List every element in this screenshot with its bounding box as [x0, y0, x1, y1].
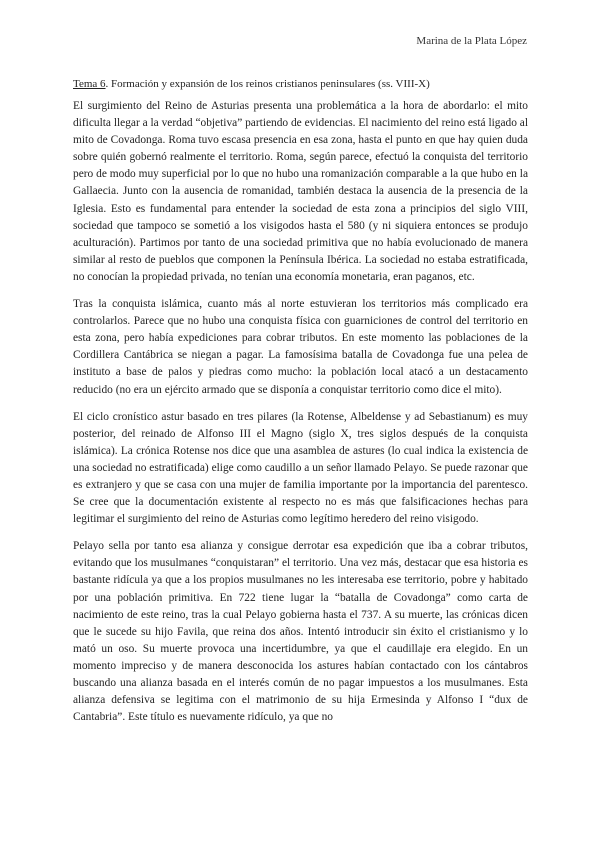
topic-label: Tema 6: [73, 78, 106, 90]
author-header: Marina de la Plata López: [416, 35, 527, 47]
section-title: [73, 78, 528, 90]
paragraph: Tras la conquista islámica, cuanto más al norte estuvieran los territorios más complicado era controlarlos. Parece que no hubo una conquista física con guarniciones de control del territorio en esta zona, pero había expediciones para cobrar tributos. En este momento las poblaciones de la Cordillera Cantábrica se niegan a pagar. La famosísima batalla de Covadonga fue una pelea de instituto a base de palos y piedras como mucho: la población local atacó a un destacamento reducido (no era un ejército armado que se disponía a conquistar territorio como dice el mito).: [73, 298, 528, 396]
paragraph: El ciclo cronístico astur basado en tres pilares (la Rotense, Albeldense y ad Sebastianum) es muy posterior, del reinado de Alfonso III el Magno (siglo X, tres siglos después de la conquista islámica). La crónica Rotense nos dice que una asamblea de astures (lo cual indica la existencia de una sociedad no estratificada) elige como caudillo a un señor llamado Pelayo. Se puede razonar que es extranjero y que se casa con una mujer de familia importante por la importancia del parentesco. Se cree que la documentación existente al respecto no es más que falsificaciones hechas para legitimar el surgimiento del reino de Asturias como legítimo heredero del reino visigodo.: [73, 410, 528, 526]
paragraph: Pelayo sella por tanto esa alianza y consigue derrotar esa expedición que iba a cobrar tributos, evitando que los musulmanes “conquistaran” el territorio. Una vez más, destacar que esa historia es bastante ridícula ya que a los propios musulmanes no les interesaba ese territorio, pobre y habitado por una población primitiva. En 722 tiene lugar la “batalla de Covadonga” como carta de nacimiento de este reino, tras la cual Pelayo gobierna hasta el 737. A su muerte, las crónicas dicen que le sucede su hijo Favila, que reina dos años. Intentó introducir sin éxito el cristianismo y lo mató un oso. Su muerte provoca una incertidumbre, ya que el caudillaje era elegido. En un momento impreciso y de manera desconocida los astures habían contactado con los cántabros buscando una alianza basada en el interés común de no pagar impuestos a los musulmanes. Esta alianza defensiva se legitima con el matrimonio de su hija Ermesinda y Alfonso I “dux de Cantabria”. Este título es nuevamente ridículo, ya que no: [73, 540, 528, 724]
paragraph: El surgimiento del Reino de Asturias presenta una problemática a la hora de abordarlo: el mito dificulta llegar a la verdad “objetiva” partiendo de evidencias. El nacimiento del reino está ligado al mito de Covadonga. Roma tuvo escasa presencia en esa zona, hasta el punto en que hay quien duda sobre quién gobernó realmente el territorio. Roma, según parece, efectuó la conquista del territorio pero de modo muy superficial por lo que no hubo una romanización comparable a la que hubo en la Gallaecia. Junto con la ausencia de romanidad, también destaca la ausencia de la presencia de la Iglesia. Esto es fundamental para entender la sociedad de esta zona a principios del siglo VIII, sociedad que tampoco se sometió a los visigodos hasta el 580 (y ni siquiera entonces se produjo aculturación). Partimos por tanto de una sociedad primitiva que no había evolucionado de manera similar al resto de pueblos que componen la Península Ibérica. La sociedad no estaba estratificada, no conocían la propiedad privada, no tenían una economía monetaria, eran paganos, etc.: [73, 100, 528, 283]
title-text: . Formación y expansión de los reinos cristianos peninsulares (ss. VIII-X): [105, 78, 430, 90]
document-body: [73, 78, 528, 736]
